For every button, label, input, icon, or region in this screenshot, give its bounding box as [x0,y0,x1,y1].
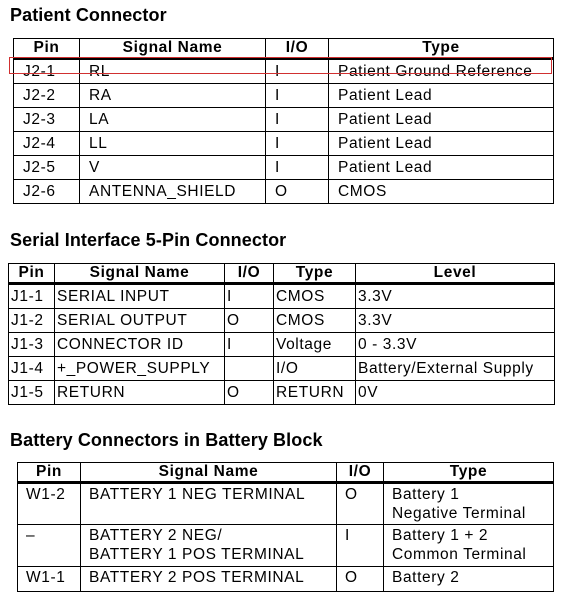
col-header: Type [329,39,554,59]
table-row [14,59,554,84]
table-row [14,84,554,108]
battery-connectors-table [17,462,554,592]
table-cell: W1-1 [18,567,81,592]
table-cell: O [225,309,274,333]
table-cell: 0V [356,381,555,405]
serial-connector-title: Serial Interface 5-Pin Connector [10,230,287,250]
col-header: Signal Name [81,463,337,483]
table-cell: J2-1 [14,59,80,84]
table-cell: O [337,483,384,525]
table-cell [384,567,554,592]
table-cell: W1-2 [18,483,81,525]
patient-connector-table [13,38,554,204]
table-cell: Voltage [274,333,356,357]
table-cell: J2-6 [14,180,80,204]
cell-line: Common Terminal [392,546,527,563]
table-row [9,284,555,309]
table-row [18,483,554,525]
table-cell: CMOS [329,180,554,204]
table-cell: +_POWER_SUPPLY [55,357,225,381]
table-row [14,108,554,132]
col-header: Type [274,264,356,284]
table-row [14,180,554,204]
table-cell: I [266,59,329,84]
table-row [9,381,555,405]
table-cell [225,357,274,381]
patient-connector-title: Patient Connector [10,5,167,25]
table-row [18,567,554,592]
table-cell: I [337,525,384,567]
table-cell: J1-5 [9,381,55,405]
table-row [9,357,555,381]
table-cell: RETURN [274,381,356,405]
table-cell: J2-4 [14,132,80,156]
table-cell: ANTENNA_SHIELD [80,180,266,204]
table-cell: RETURN [55,381,225,405]
table-cell: Patient Lead [329,84,554,108]
table-cell: O [225,381,274,405]
table-row [9,309,555,333]
col-header: Pin [18,463,81,483]
table-cell [384,483,554,525]
table-cell: 0 - 3.3V [356,333,555,357]
table-cell: I [266,132,329,156]
table-row [9,333,555,357]
table-cell: I [225,333,274,357]
table-cell: – [18,525,81,567]
table-cell [384,525,554,567]
col-header: I/O [266,39,329,59]
cell-line: Battery 1 [392,486,460,503]
table-cell: I [266,156,329,180]
battery-connectors-title: Battery Connectors in Battery Block [10,430,323,450]
table-cell: J2-2 [14,84,80,108]
table-row [14,132,554,156]
table-cell: I [225,284,274,309]
table-cell: Patient Ground Reference [329,59,554,84]
table-cell: V [80,156,266,180]
table-cell: LA [80,108,266,132]
col-header: I/O [225,264,274,284]
table-cell: Patient Lead [329,108,554,132]
table-cell: CMOS [274,309,356,333]
table-cell: RA [80,84,266,108]
table-cell: J1-1 [9,284,55,309]
table-cell: Patient Lead [329,156,554,180]
table-cell [81,483,337,525]
table-cell: LL [80,132,266,156]
cell-line: Negative Terminal [392,505,526,522]
table-cell: 3.3V [356,284,555,309]
table-cell: RL [80,59,266,84]
table-cell: J1-3 [9,333,55,357]
col-header: I/O [337,463,384,483]
col-header: Signal Name [55,264,225,284]
table-cell: J2-5 [14,156,80,180]
table-cell: O [337,567,384,592]
col-header: Pin [14,39,80,59]
table-cell: I [266,84,329,108]
col-header: Pin [9,264,55,284]
cell-line: BATTERY 1 POS TERMINAL [89,546,305,563]
table-cell: I [266,108,329,132]
table-cell: I/O [274,357,356,381]
table-cell: J1-2 [9,309,55,333]
table-cell: SERIAL OUTPUT [55,309,225,333]
table-cell: O [266,180,329,204]
table-cell: CONNECTOR ID [55,333,225,357]
table-row [14,156,554,180]
table-cell [81,567,337,592]
table-cell: SERIAL INPUT [55,284,225,309]
table-cell: Battery/External Supply [356,357,555,381]
cell-line: BATTERY 1 NEG TERMINAL [89,486,306,503]
col-header: Type [384,463,554,483]
serial-connector-table [8,263,555,405]
table-row [18,525,554,567]
cell-line: Battery 1 + 2 [392,527,489,544]
table-cell: J1-4 [9,357,55,381]
cell-line: Battery 2 [392,569,460,586]
table-cell [81,525,337,567]
col-header: Signal Name [80,39,266,59]
table-cell: Patient Lead [329,132,554,156]
table-cell: CMOS [274,284,356,309]
cell-line: BATTERY 2 POS TERMINAL [89,569,305,586]
table-cell: J2-3 [14,108,80,132]
col-header: Level [356,264,555,284]
table-cell: 3.3V [356,309,555,333]
cell-line: BATTERY 2 NEG/ [89,527,223,544]
